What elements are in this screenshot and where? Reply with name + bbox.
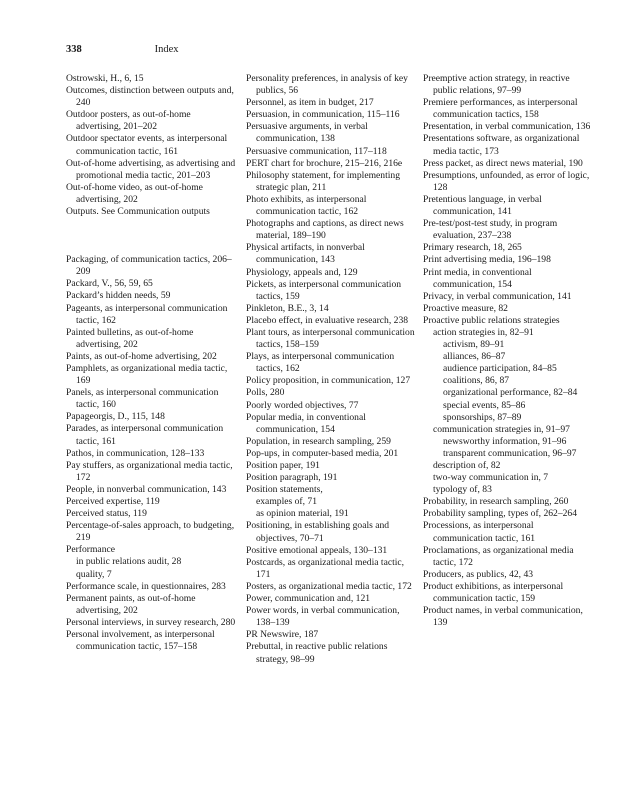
index-entry: Photo exhibits, as interpersonal communication tactic, 162 [246,193,367,218]
index-entry: Outdoor spectator events, as interpersonal communication tactic, 161 [66,133,228,157]
index-entry: Press packet, as direct news material, 190 [423,157,583,169]
index-entry: Position statements, [246,484,323,496]
index-entry: Physical artifacts, in nonverbal communication, 143 [246,242,365,266]
index-column-2 [246,73,418,666]
index-entry: Pop-ups, in computer-based media, 201 [246,447,399,459]
index-entry: PR Newswire, 187 [246,629,319,641]
index-entry: Plays, as interpersonal communication tactics, 162 [246,351,395,375]
index-subentry: special events, 85–86 [443,399,526,411]
index-entry: Posters, as organizational media tactic, 172 [246,580,412,592]
index-entry: Performance [66,544,116,556]
index-entry: Papageorgis, D., 115, 148 [66,411,165,423]
index-entry: Pageants, as interpersonal communication tactic, 162 [66,302,228,326]
index-entry: Packard’s hidden needs, 59 [66,290,171,302]
index-subentry: newsworthy information, 91–96 [443,435,567,447]
index-entry: People, in nonverbal communication, 143 [66,483,227,495]
index-entry: Probability, in research sampling, 260 [423,496,569,508]
index-entry: Presentation, in verbal communication, 136 [423,121,591,133]
index-entry: Power words, in verbal communication, 138–139 [246,605,400,629]
index-column-3 [423,73,595,629]
index-entry: Pre-test/post-test study, in program evaluation, 237–238 [423,218,558,242]
index-entry: Percentage-of-sales approach, to budgeting, 219 [66,520,235,544]
index-entry: Proactive public relations strategies [423,314,560,326]
index-entry: Preemptive action strategy, in reactive public relations, 97–99 [423,73,570,97]
index-subentry: communication strategies in, 91–97 [433,423,570,435]
index-entry: Packaging, of communication tactics, 206–209 [66,254,232,278]
index-entry: Persuasion, in communication, 115–116 [246,109,400,121]
index-entry: Print advertising media, 196–198 [423,254,551,266]
index-entry: Personnel, as item in budget, 217 [246,97,374,109]
index-entry: Presentations software, as organizational media tactic, 173 [423,133,580,157]
index-entry: Perceived status, 119 [66,508,147,520]
index-entry: Outputs. See Communication outputs [66,206,210,218]
index-entry: Paints, as out-of-home advertising, 202 [66,350,217,362]
index-entry: Painted bulletins, as out-of-home advertising, 202 [66,326,194,350]
index-entry: Producers, as publics, 42, 43 [423,568,534,580]
index-subentry: sponsorships, 87–89 [443,411,522,423]
index-entry: Privacy, in verbal communication, 141 [423,290,572,302]
index-entry: Processions, as interpersonal communication tactic, 161 [423,520,536,544]
page-number: 338 [66,44,82,55]
index-entry: Persuasive arguments, in verbal communication, 138 [246,121,368,145]
index-entry: Personal involvement, as interpersonal communication tactic, 157–158 [66,629,215,653]
letter-gap [66,218,238,254]
index-entry: Pretentious language, in verbal communication, 141 [423,193,542,218]
index-subentry: examples of, 71 [256,496,318,508]
index-entry: Pathos, in communication, 128–133 [66,447,205,459]
index-entry: Pay stuffers, as organizational media tactic, 172 [66,459,233,483]
index-entry: Personal interviews, in survey research, 280 [66,616,236,628]
index-entry: Presumptions, unfounded, as error of logic, 128 [423,169,590,193]
index-entry: Outdoor posters, as out-of-home advertising, 201–202 [66,109,191,133]
index-entry: Out-of-home video, as out-of-home advertising, 202 [66,181,203,205]
index-entry: Population, in research sampling, 259 [246,435,391,447]
index-entry: Product exhibitions, as interpersonal communication tactic, 159 [423,580,564,605]
index-entry: Postcards, as organizational media tactic, 171 [246,556,405,580]
index-subentry: quality, 7 [76,568,112,580]
index-entry: Pinkleton, B.E., 3, 14 [246,302,329,314]
index-subentry: in public relations audit, 28 [76,556,182,568]
index-entry: Performance scale, in questionnaires, 283 [66,580,226,592]
index-subentry: two-way communication in, 7 [433,472,549,484]
index-entry: Poorly worded objectives, 77 [246,399,359,411]
index-entry: Outcomes, distinction between outputs and, 240 [66,85,234,109]
index-subentry: coalitions, 86, 87 [443,375,510,387]
index-entry: Pamphlets, as organizational media tactic, 169 [66,362,228,387]
index-entry: Prebuttal, in reactive public relations strategy, 98–99 [246,641,388,665]
index-entry: Premiere performances, as interpersonal communication tactics, 158 [423,97,578,121]
page-header [66,44,179,55]
index-entry: Perceived expertise, 119 [66,496,160,507]
index-column-1 [66,73,238,653]
index-entry: Philosophy statement, for implementing strategic plan, 211 [246,169,401,193]
index-entry: Proactive measure, 82 [423,302,508,314]
index-entry: Pickets, as interpersonal communication tactics, 159 [246,278,402,302]
index-entry: Permanent paints, as out-of-home advertising, 202 [66,592,196,616]
index-subentry: as opinion material, 191 [256,508,349,520]
index-entry: Primary research, 18, 265 [423,242,522,254]
index-entry: Polls, 280 [246,387,285,399]
index-subentry: action strategies in, 82–91 [433,326,534,338]
index-entry: Product names, in verbal communication, 139 [423,605,583,629]
index-subentry: activism, 89–91 [443,339,505,351]
index-entry: Popular media, in conventional communication, 154 [246,411,366,435]
index-subentry: transparent communication, 96–97 [443,447,577,459]
index-subentry: typology of, 83 [433,484,492,496]
index-entry: Position paper, 191 [246,460,320,471]
index-entry: Physiology, appeals and, 129 [246,266,358,278]
index-entry: PERT chart for brochure, 215–216, 216e [246,157,403,169]
index-entry: Positive emotional appeals, 130–131 [246,544,388,556]
index-entry: Probability sampling, types of, 262–264 [423,508,578,520]
index-entry: Power, communication and, 121 [246,593,371,605]
index-entry: Positioning, in establishing goals and objectives, 70–71 [246,520,390,544]
index-entry: Placebo effect, in evaluative research, 238 [246,314,409,326]
index-entry: Persuasive communication, 117–118 [246,145,387,157]
index-entry: Personality preferences, in analysis of key publics, 56 [246,73,408,97]
index-subentry: description of, 82 [433,460,501,471]
index-entry: Ostrowski, H., 6, 15 [66,73,144,84]
index-entry: Packard, V., 56, 59, 65 [66,278,153,290]
index-entry: Out-of-home advertising, as advertising and promotional media tactic, 201–203 [66,157,236,181]
index-entry: Print media, in conventional communication, 154 [423,266,532,290]
index-entry: Plant tours, as interpersonal communication tactics, 158–159 [246,326,415,351]
index-entry: Position paragraph, 191 [246,472,338,484]
index-entry: Photographs and captions, as direct news material, 189–190 [246,218,404,242]
index-subentry: audience participation, 84–85 [443,363,557,375]
index-subentry: alliances, 86–87 [443,351,506,363]
index-entry: Parades, as interpersonal communication tactic, 161 [66,423,224,447]
index-entry: Proclamations, as organizational media tactic, 172 [423,544,574,568]
running-title: Index [154,44,179,55]
index-entry: Policy proposition, in communication, 127 [246,375,411,387]
index-subentry: organizational performance, 82–84 [443,387,578,399]
index-entry: Panels, as interpersonal communication tactic, 160 [66,387,219,411]
